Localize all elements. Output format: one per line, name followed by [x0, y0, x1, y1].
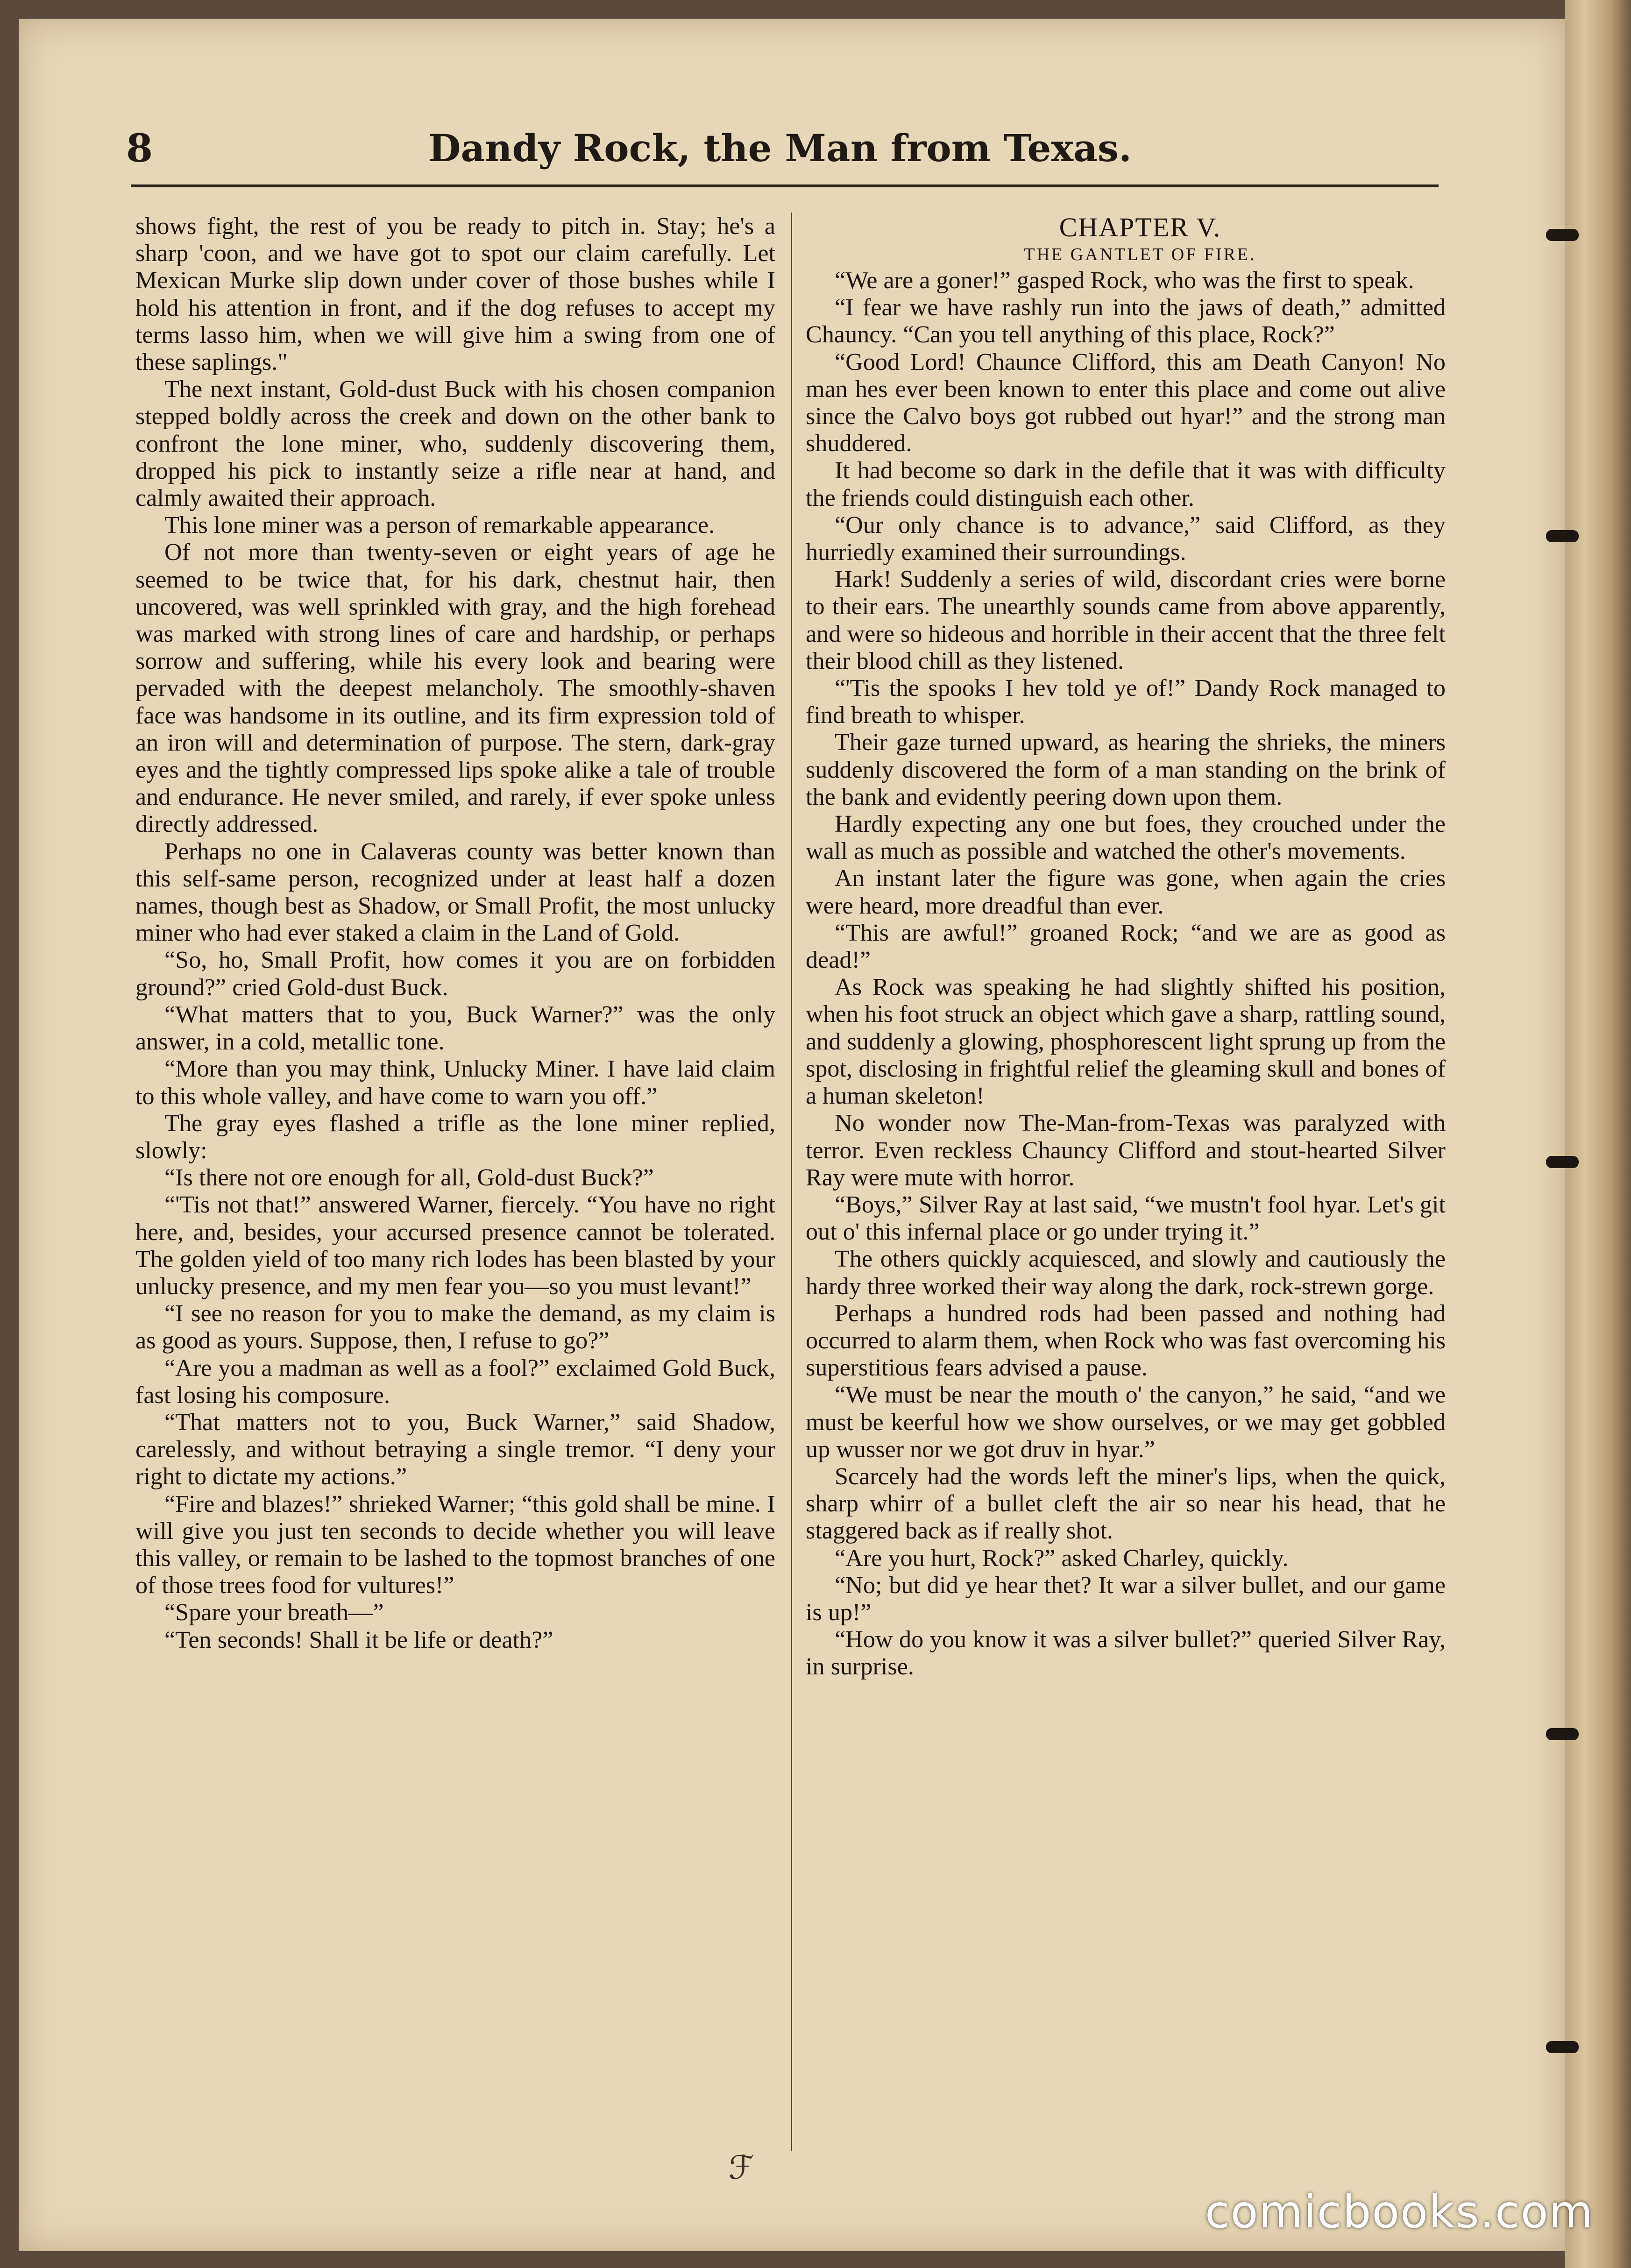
- left-column: [135, 213, 775, 1653]
- binding-stitch: [1546, 229, 1579, 241]
- right-column: [806, 213, 1446, 1680]
- chapter-title: CHAPTER V.: [1059, 212, 1221, 242]
- paragraph: “Ten seconds! Shall it be life or death?”: [164, 1626, 553, 1653]
- binding-stitch: [1546, 2041, 1579, 2053]
- paragraph: This lone miner was a person of remarkable appearance.: [164, 511, 715, 539]
- paragraph: “No; but did ye hear thet? It war a silver bullet, and our game is up!”: [806, 1571, 1446, 1626]
- paragraph: Hardly expecting any one but foes, they crouched under the wall as much as possible and watched the other's movements.: [806, 810, 1446, 865]
- paragraph: It had become so dark in the defile that it was with difficulty the friends could distinguish each other.: [806, 457, 1446, 511]
- paragraph: “'Tis the spooks I hev told ye of!” Dandy Rock managed to find breath to whisper.: [806, 674, 1446, 729]
- paragraph: “'Tis not that!” answered Warner, fiercely. “You have no right here, and, besides, your accursed presence cannot be tolerated. The golden yield of too many rich lodes has been blasted by your unlucky presence, and my men fear you—so you must levant!”: [135, 1191, 775, 1300]
- paragraph: “Our only chance is to advance,” said Clifford, as they hurriedly examined their surroundings.: [806, 511, 1446, 566]
- paragraph: As Rock was speaking he had slightly shifted his position, when his foot struck an object which gave a sharp, rattling sound, and suddenly a glowing, phosphorescent light sprung up from the spot, disclosing in frightful relief the gleaming skull and bones of a human skeleton!: [806, 973, 1446, 1110]
- paragraph: shows fight, the rest of you be ready to pitch in. Stay; he's a sharp 'coon, and we have got to spot our claim carefully. Let Mexican Murke slip down under cover of those bushes while I hold his attention in front, and if the dog refuses to accept my terms lasso him, when we will give him a swing from one of these saplings.": [135, 213, 775, 376]
- paragraph: “We must be near the mouth o' the canyon,” he said, “and we must be keerful how we show ourselves, or we may get gobbled up wusser nor we got druv in hyar.”: [806, 1381, 1446, 1463]
- watermark: comicbooks.com: [1205, 2186, 1594, 2238]
- paragraph: “Is there not ore enough for all, Gold-dust Buck?”: [164, 1164, 654, 1191]
- paragraph: “Good Lord! Chaunce Clifford, this am Death Canyon! No man hes ever been known to enter this place and come out alive since the Calvo boys got rubbed out hyar!” and the strong man shuddered.: [806, 348, 1446, 457]
- paragraph: “So, ho, Small Profit, how comes it you are on forbidden ground?” cried Gold-dust Buck.: [135, 946, 775, 1001]
- page-header: [117, 126, 1443, 182]
- book-spine: [1565, 0, 1631, 2268]
- paragraph: No wonder now The-Man-from-Texas was paralyzed with terror. Even reckless Chauncy Clifford and stout-hearted Silver Ray were mute with horror.: [806, 1109, 1446, 1191]
- paragraph: “Fire and blazes!” shrieked Warner; “this gold shall be mine. I will give you just ten seconds to decide whether you will leave this valley, or remain to be lashed to the topmost branches of one of those trees food for vultures!”: [135, 1490, 775, 1599]
- paragraph: The others quickly acquiesced, and slowly and cautiously the hardy three worked their way along the dark, rock-strewn gorge.: [806, 1245, 1446, 1300]
- paragraph: “Are you a madman as well as a fool?” exclaimed Gold Buck, fast losing his composure.: [135, 1354, 775, 1409]
- paragraph: “Spare your breath—”: [164, 1599, 384, 1626]
- paragraph: Perhaps a hundred rods had been passed and nothing had occurred to alarm them, when Rock who was fast overcoming his superstitious fears advised a pause.: [806, 1299, 1446, 1382]
- binding-stitch: [1546, 1728, 1579, 1740]
- paragraph: Their gaze turned upward, as hearing the shrieks, the miners suddenly discovered the form of a man standing on the brink of the bank and evidently peering down upon them.: [806, 729, 1446, 810]
- paragraph: The gray eyes flashed a trifle as the lone miner replied, slowly:: [135, 1109, 775, 1164]
- paragraph: “Boys,” Silver Ray at last said, “we mustn't fool hyar. Let's git out o' this infernal place or go under trying it.”: [806, 1191, 1446, 1246]
- paragraph: “We are a goner!” gasped Rock, who was the first to speak.: [835, 267, 1414, 294]
- paragraph: “That matters not to you, Buck Warner,” said Shadow, carelessly, and without betraying a single tremor. “I deny your right to dictate my actions.”: [135, 1408, 775, 1490]
- printer-mark: ℱ: [729, 2148, 755, 2187]
- paragraph: “I see no reason for you to make the demand, as my claim is as good as yours. Suppose, then, I refuse to go?”: [135, 1300, 775, 1354]
- header-rule: [131, 184, 1439, 187]
- chapter-subtitle: THE GANTLET OF FIRE.: [1024, 245, 1256, 264]
- paragraph: “This are awful!” groaned Rock; “and we are as good as dead!”: [806, 919, 1446, 974]
- paragraph: “What matters that to you, Buck Warner?” was the only answer, in a cold, metallic tone.: [135, 1000, 775, 1056]
- paragraph: The next instant, Gold-dust Buck with his chosen companion stepped boldly across the creek and down on the other bank to confront the lone miner, who, suddenly discovering them, dropped his pick to instantly seize a rifle near at hand, and calmly awaited their approach.: [135, 376, 775, 512]
- paragraph: Perhaps no one in Calaveras county was better known than this self-same person, recognized under at least half a dozen names, though best as Shadow, or Small Profit, the most unlucky miner who had ever staked a claim in the Land of Gold.: [135, 837, 775, 947]
- paragraph: “How do you know it was a silver bullet?” queried Silver Ray, in surprise.: [806, 1626, 1446, 1680]
- column-divider: [791, 213, 792, 2151]
- paragraph: “Are you hurt, Rock?” asked Charley, quickly.: [835, 1544, 1289, 1572]
- paragraph: An instant later the figure was gone, when again the cries were heard, more dreadful than ever.: [806, 865, 1446, 919]
- binding-stitch: [1546, 1156, 1579, 1168]
- running-title: Dandy Rock, the Man from Texas.: [428, 126, 1132, 170]
- page-number: 8: [126, 126, 153, 171]
- paragraph: “More than you may think, Unlucky Miner. I have laid claim to this whole valley, and have come to warn you off.”: [135, 1055, 775, 1110]
- paragraph: Hark! Suddenly a series of wild, discordant cries were borne to their ears. The unearthly sounds came from above apparently, and were so hideous and horrible in their accent that the three felt their blood chill as they listened.: [806, 566, 1446, 674]
- paragraph: “I fear we have rashly run into the jaws of death,” admitted Chauncy. “Can you tell anything of this place, Rock?”: [806, 294, 1446, 348]
- paragraph: Scarcely had the words left the miner's lips, when the quick, sharp whirr of a bullet cleft the air so near his head, that he staggered back as if really shot.: [806, 1462, 1446, 1545]
- binding-stitch: [1546, 530, 1579, 542]
- paragraph: Of not more than twenty-seven or eight years of age he seemed to be twice that, for his dark, chestnut hair, then uncovered, was well sprinkled with gray, and the high forehead was marked with strong lines of care and hardship, or perhaps sorrow and suffering, while his every look and bearing were pervaded with the deepest melancholy. The smoothly-shaven face was handsome in its outline, and its firm expression told of an iron will and determination of purpose. The stern, dark-gray eyes and the tightly compressed lips spoke alike a tale of trouble and endurance. He never smiled, and rarely, if ever spoke unless directly addressed.: [135, 539, 775, 838]
